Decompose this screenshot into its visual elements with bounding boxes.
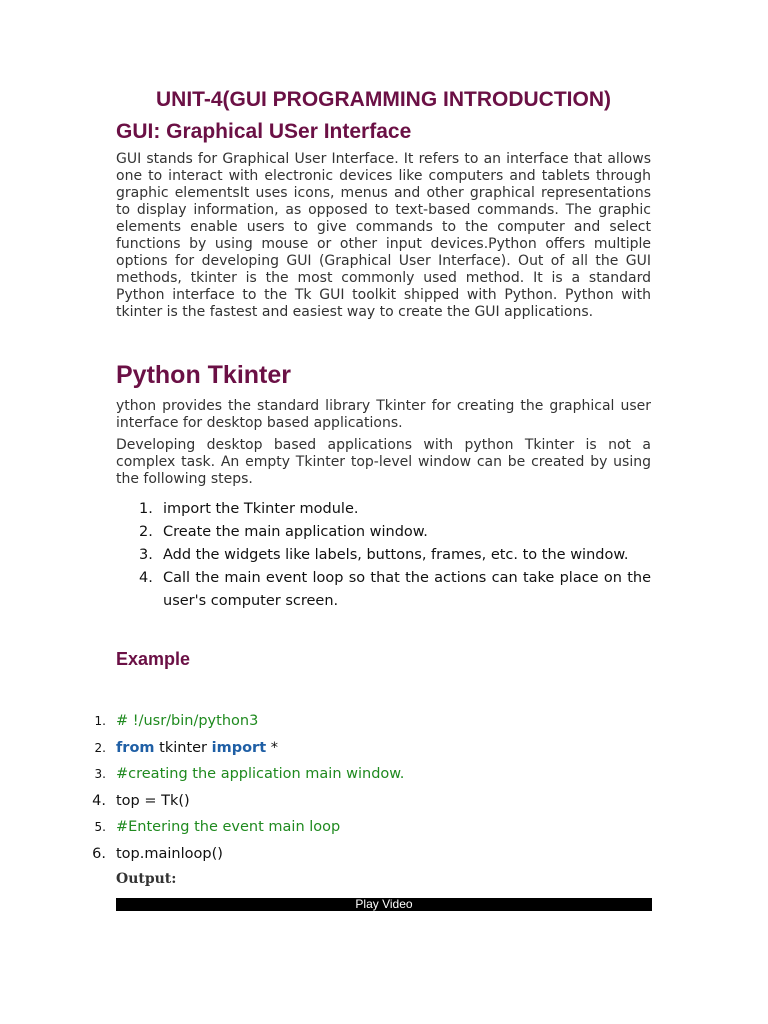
code-line [92,764,652,791]
code-text: * [266,739,278,756]
code-comment: # !/usr/bin/python3 [116,713,259,729]
code-text: tkinter [154,739,212,756]
tkinter-paragraph-1: ython provides the standard library Tkinter for creating the graphical user interface for desktop based applications. [116,398,651,431]
line-number: 2. [94,740,106,755]
line-number: 1. [94,714,106,728]
step-text: Add the widgets like labels, buttons, frames, etc. to the window. [163,547,629,563]
step-number: 2. [139,524,153,540]
code-keyword-from: from [116,739,155,756]
tkinter-heading: Python Tkinter [116,361,292,389]
step-text: Call the main event loop so that the actions can take place on the user's computer screen. [163,570,651,609]
line-number: 3. [94,767,106,782]
example-heading: Example [116,649,191,669]
step-item [116,544,651,567]
code-line [92,711,652,738]
play-video-button[interactable]: Play Video [116,898,652,911]
step-number: 4. [139,570,153,586]
code-line [92,844,652,871]
code-keyword-import: import [211,739,267,756]
step-number: 3. [139,547,153,563]
step-item [116,498,651,521]
gui-paragraph: GUI stands for Graphical User Interface. It refers to an interface that allows one to interact with electronic devices like computers and tablets through graphic elementsIt uses icons, menus and other graphical representations to display information, as opposed to text-based commands. The graphic elements enable users to give commands to the computer and select functions by using mouse or other input devices.Python offers multiple options for developing GUI (Graphical User Interface). Out of all the GUI methods, tkinter is the most commonly used method. It is a standard Python interface to the Tk GUI toolkit shipped with Python. Python with tkinter is the fastest and easiest way to create the GUI applications. [116,151,651,320]
code-comment: #Entering the event main loop [116,819,341,836]
output-label: Output: [116,871,177,887]
code-text: top.mainloop() [116,845,223,862]
tkinter-paragraph-2: Developing desktop based applications with python Tkinter is not a complex task. An empty Tkinter top-level window can be created by using the following steps. [116,437,651,487]
steps-list [116,498,651,613]
step-number: 1. [139,501,153,517]
unit-title: UNIT-4(GUI PROGRAMMING INTRODUCTION) [156,88,611,111]
gui-heading: GUI: Graphical USer Interface [116,120,412,143]
code-line [92,738,652,765]
line-number: 4. [92,792,106,809]
step-text: import the Tkinter module. [163,501,359,517]
code-comment: #creating the application main window. [116,766,405,783]
line-number: 5. [94,820,106,835]
code-line [92,817,652,844]
step-item [116,521,651,544]
code-line [92,791,652,818]
code-block [92,711,652,871]
step-item [116,567,651,613]
step-text: Create the main application window. [163,524,428,540]
line-number: 6. [92,845,106,862]
code-text: top = Tk() [116,792,190,809]
